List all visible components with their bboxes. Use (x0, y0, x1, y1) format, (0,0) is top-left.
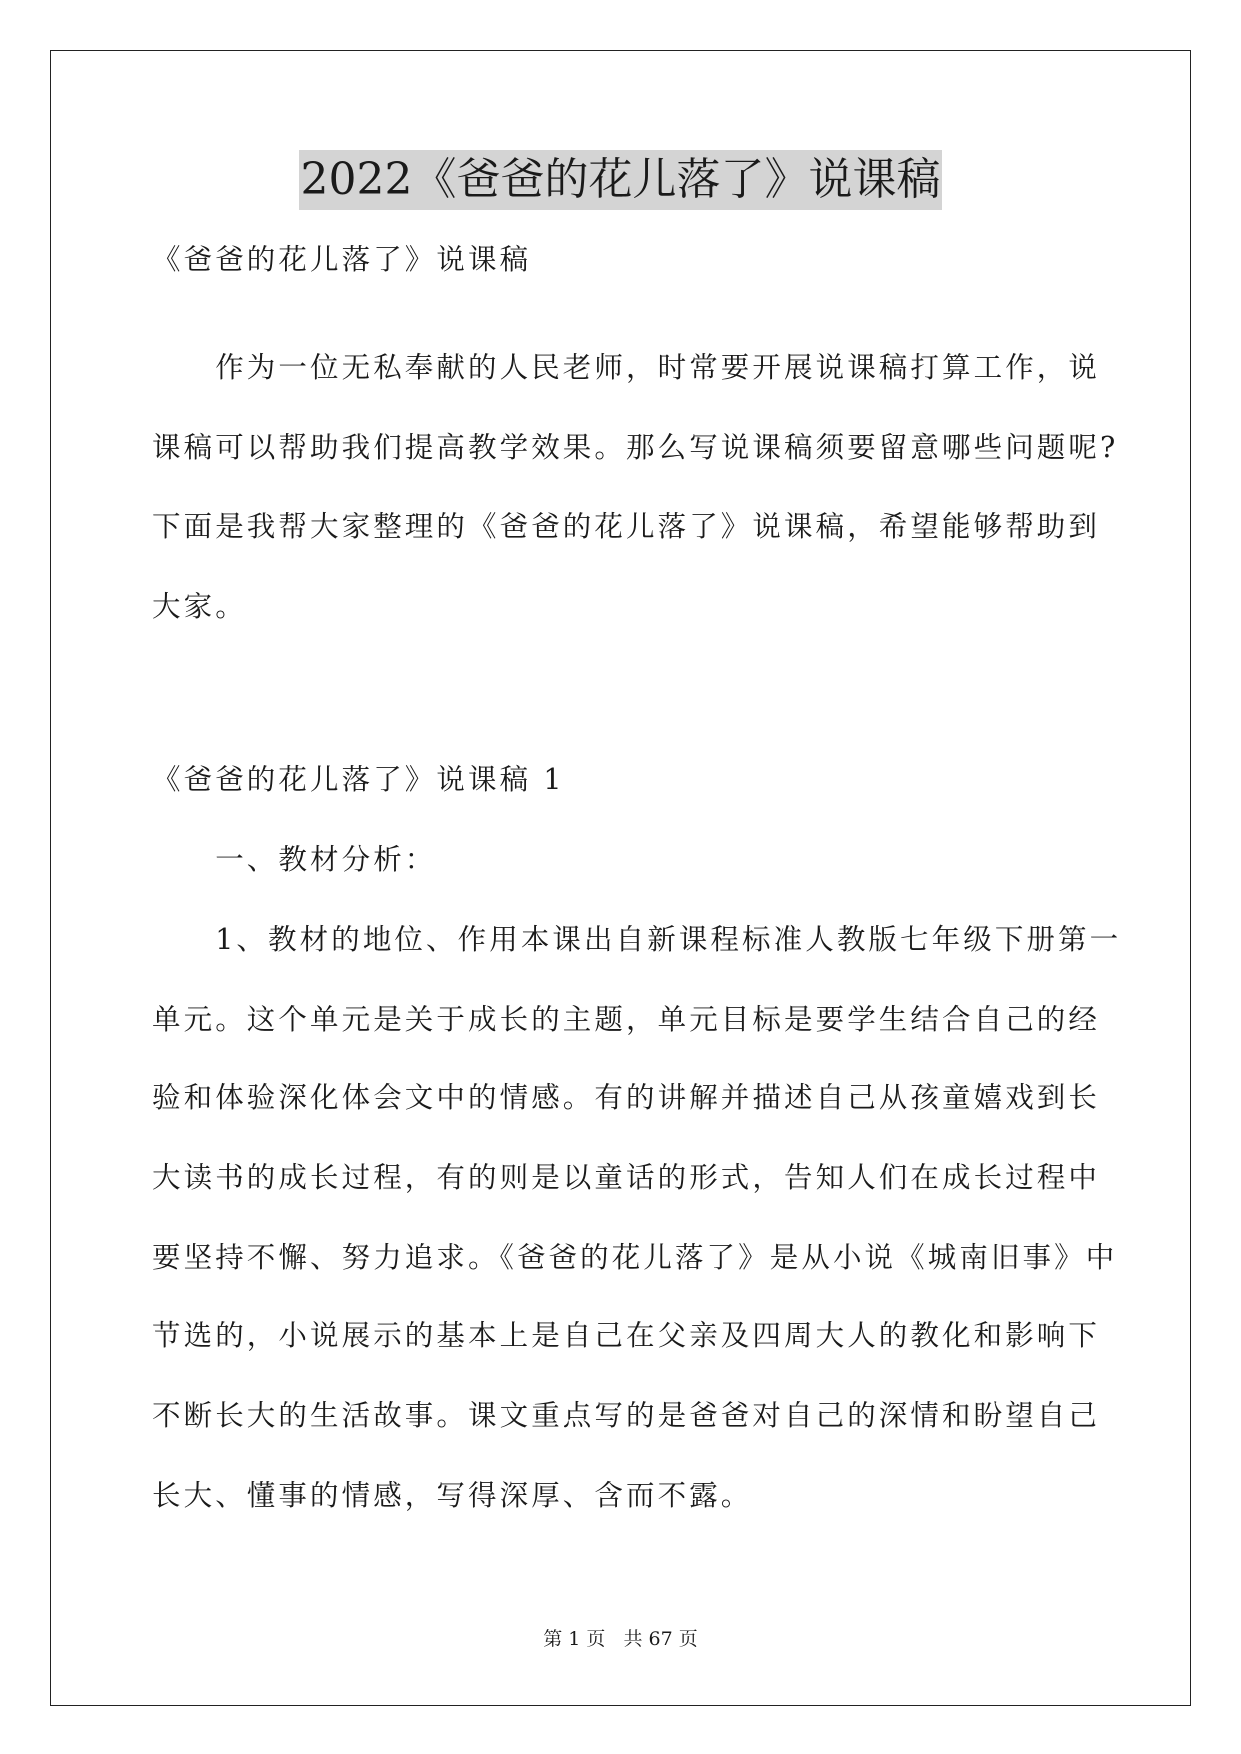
page-footer: 第 1 页 共 67 页 (543, 1628, 698, 1650)
body-line: 下面是我帮大家整理的《爸爸的花儿落了》说课稿，希望能够帮助到 (152, 510, 1101, 543)
body-line: 不断长大的生活故事。课文重点写的是爸爸对自己的深情和盼望自己 (152, 1399, 1101, 1432)
section-heading: 《爸爸的花儿落了》说课稿 1 (152, 763, 565, 796)
body-line: 一、教材分析： (152, 843, 437, 876)
document-title-block (0, 150, 1241, 210)
body-line: 作为一位无私奉献的人民老师，时常要开展说课稿打算工作，说 (152, 351, 1101, 384)
body-line: 1、教材的地位、作用本课出自新课程标准人教版七年级下册第一 (152, 923, 1122, 956)
body-line: 课稿可以帮助我们提高教学效果。那么写说课稿须要留意哪些问题呢? (152, 431, 1119, 464)
body-line: 节选的，小说展示的基本上是自己在父亲及四周大人的教化和影响下 (152, 1319, 1101, 1352)
body-line: 长大、懂事的情感，写得深厚、含而不露。 (152, 1479, 753, 1512)
body-line: 验和体验深化体会文中的情感。有的讲解并描述自己从孩童嬉戏到长 (152, 1081, 1101, 1114)
body-line: 要坚持不懈、努力追求。《爸爸的花儿落了》是从小说《城南旧事》中 (152, 1241, 1118, 1274)
document-title: 2022《爸爸的花儿落了》说课稿 (299, 150, 943, 210)
body-line: 大读书的成长过程，有的则是以童话的形式，告知人们在成长过程中 (152, 1161, 1101, 1194)
body-line: 大家。 (152, 590, 247, 623)
body-line: 《爸爸的花儿落了》说课稿 (152, 243, 532, 276)
body-line: 单元。这个单元是关于成长的主题，单元目标是要学生结合自己的经 (152, 1003, 1101, 1036)
